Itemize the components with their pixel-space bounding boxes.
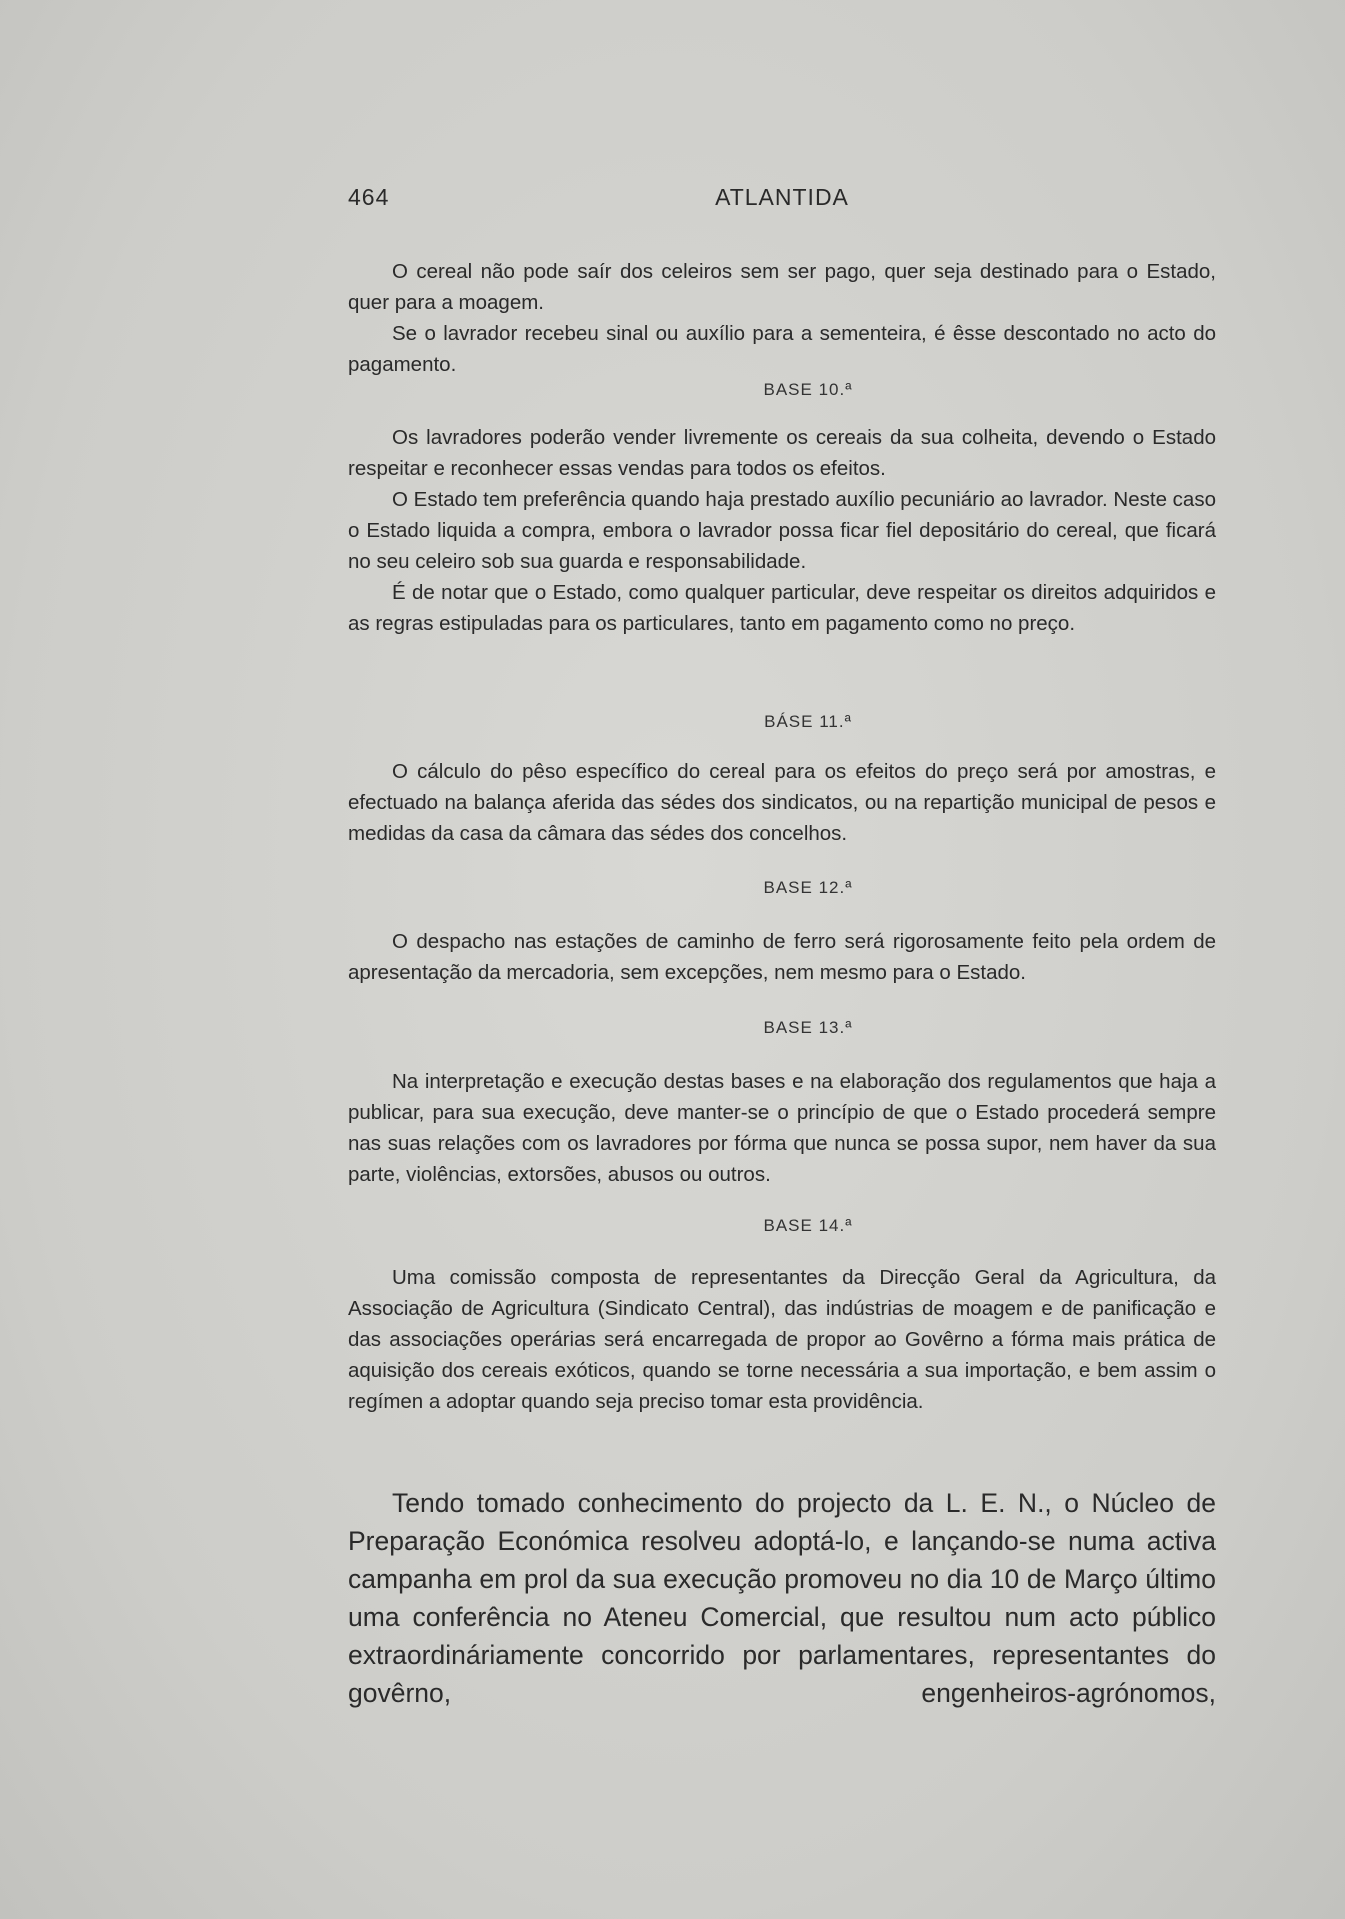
paragraph: O Estado tem preferência quando haja prestado auxílio pecuniário ao lavrador. Neste caso o Estado liquida a compra, embora o lavrador possa ficar fiel depositário do cereal, que ficará no seu celeiro sob sua guarda e responsabilidade.	[348, 488, 1216, 573]
section-base-10	[348, 422, 1216, 639]
base-heading: BASE 12.ª	[763, 878, 853, 897]
base-heading: BÁSE 11.ª	[764, 712, 852, 731]
base-heading: BASE 14.ª	[763, 1216, 853, 1235]
paragraph: Uma comissão composta de representantes da Direcção Geral da Agricultura, da Associação de Agricultura (Sindicato Central), das indústrias de moagem e de panificação e das associações operárias será encarregada de propor ao Govêrno a fórma mais prática de aquisição dos cereais exóticos, quando se torne necessária a sua importação, e bem assim o regímen a adoptar quando seja preciso tomar esta providência.	[348, 1266, 1216, 1413]
paragraph: O cereal não pode saír dos celeiros sem ser pago, quer seja destinado para o Estado, quer para a moagem.	[348, 260, 1216, 314]
section-base-13	[348, 1066, 1216, 1190]
section-intro	[348, 256, 1216, 380]
base-heading: BASE 10.ª	[763, 380, 853, 399]
paragraph: O cálculo do pêso específico do cereal para os efeitos do preço será por amostras, e efectuado na balança aferida das sédes dos sindicatos, ou na repartição municipal de pesos e medidas da casa da câmara das sédes dos concelhos.	[348, 760, 1216, 845]
closing-paragraph: Tendo tomado conhecimento do projecto da L. E. N., o Núcleo de Preparação Económica resolveu adoptá-lo, e lançando-se numa activa campanha em prol da sua execução promoveu no dia 10 de Março último uma conferência no Ateneu Comercial, que resultou num acto público extraordináriamente concorrido por parlamentares, representantes do govêrno, engenheiros-agrónomos,	[348, 1488, 1216, 1708]
section-base-11	[348, 756, 1216, 849]
running-title: ATLANTIDA	[715, 184, 849, 210]
page-header	[348, 184, 1216, 214]
section-base-12	[348, 926, 1216, 988]
paragraph: Se o lavrador recebeu sinal ou auxílio para a sementeira, é êsse descontado no acto do pagamento.	[348, 322, 1216, 376]
paragraph: Na interpretação e execução destas bases e na elaboração dos regulamentos que haja a publicar, para sua execução, deve manter-se o princípio de que o Estado procederá sempre nas suas relações com os lavradores por fórma que nunca se possa supor, nem haver da sua parte, violências, extorsões, abusos ou outros.	[348, 1070, 1216, 1186]
paragraph: Os lavradores poderão vender livremente os cereais da sua colheita, devendo o Estado respeitar e reconhecer essas vendas para todos os efeitos.	[348, 426, 1216, 480]
section-base-14	[348, 1262, 1216, 1417]
paragraph: É de notar que o Estado, como qualquer particular, deve respeitar os direitos adquiridos e as regras estipuladas para os particulares, tanto em pagamento como no preço.	[348, 581, 1216, 635]
page-number: 464	[348, 184, 390, 210]
base-heading: BASE 13.ª	[763, 1018, 853, 1037]
closing-paragraph-block	[348, 1484, 1216, 1750]
paragraph: O despacho nas estações de caminho de ferro será rigorosamente feito pela ordem de apresentação da mercadoria, sem excepções, nem mesmo para o Estado.	[348, 930, 1216, 984]
